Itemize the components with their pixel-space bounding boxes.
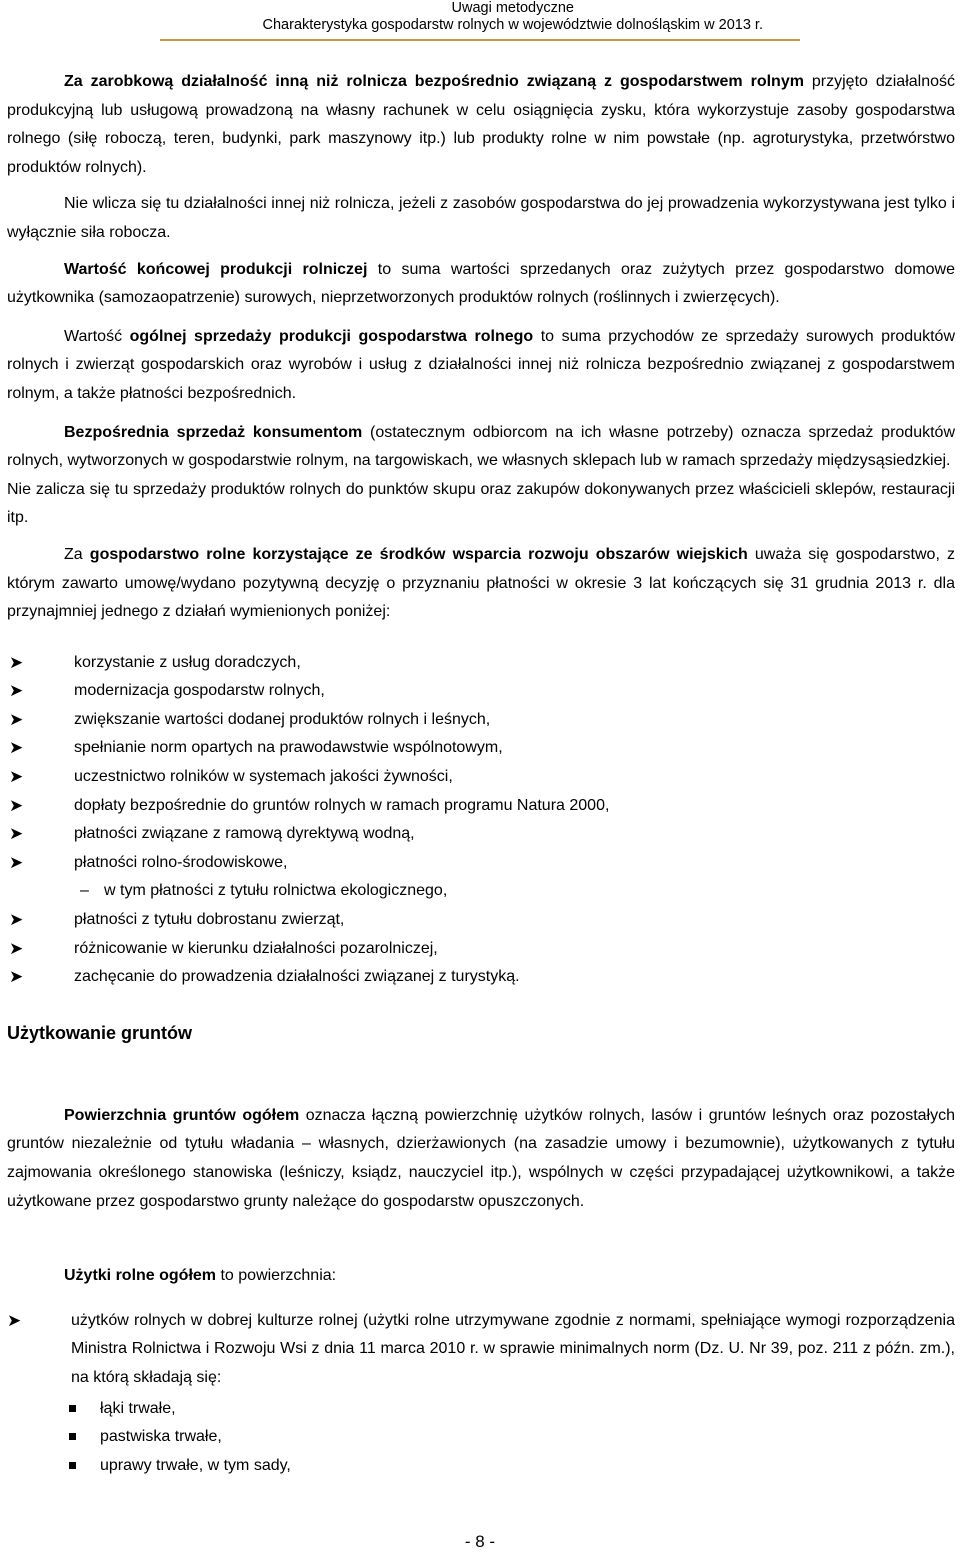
arrow-bullet-icon: ➤ <box>9 967 24 987</box>
support-measures-list <box>7 649 955 992</box>
header-rule <box>160 39 800 41</box>
list-item: ➤ dopłaty bezpośrednie do gruntów rolnych w ramach programu Natura 2000, <box>7 792 955 821</box>
list-item: ➤ płatności związane z ramową dyrektywą wodną, <box>7 820 955 849</box>
page-header <box>163 0 763 34</box>
paragraph-total-sales: Wartość ogólnej sprzedaży produkcji gospodarstwa rolnego to suma przychodów ze sprzedaży surowych produktów rolnych i zwierząt gospodarskich oraz wyrobów i usług z działalności innej niż rolnicza bezpośrednio związanej z gospodarstwem rolnym, a także płatności bezpośrednich. <box>7 327 955 402</box>
list-item: ➤ płatności z tytułu dobrostanu zwierząt, <box>7 906 955 935</box>
section-heading-land-use: Użytkowanie gruntów <box>7 1022 193 1043</box>
arrow-bullet-icon: ➤ <box>9 938 24 958</box>
square-bullet-icon <box>69 1462 76 1469</box>
list-item: ➤ uczestnictwo rolników w systemach jakości żywności, <box>7 763 955 792</box>
arrow-bullet-icon: ➤ <box>9 767 24 787</box>
document-body <box>7 68 955 1480</box>
page-number: - 8 - <box>464 1532 496 1551</box>
list-item: ➤ zachęcanie do prowadzenia działalności związanej z turystyką. <box>7 963 955 992</box>
arrow-bullet-icon: ➤ <box>9 738 24 758</box>
paragraph-total-land: Powierzchnia gruntów ogółem oznacza łączną powierzchnię użytków rolnych, lasów i gruntów leśnych oraz pozostałych gruntów niezależnie od tytułu władania – własnych, dzierżawionych (na zasadzie umowy i bezumownie), użytkowanych z tytułu zajmowania określonego stanowiska (leśniczy, ksiądz, nauczyciel itp.), wspólnych w części przypadającej użytkownikowi, a także użytkowane przez gospodarstwo grunty należące do gospodarstw opuszczonych. <box>7 1106 955 1210</box>
paragraph-exclusion: Nie wlicza się tu działalności innej niż rolnicza, jeżeli z zasobów gospodarstwa do jej prowadzenia wykorzystywana jest tylko i wyłącznie siła robocza. <box>7 195 955 241</box>
header-publication-title: Charakterystyka gospodarstw rolnych w województwie dolnośląskim w 2013 r. <box>262 17 763 33</box>
arrow-bullet-icon: ➤ <box>9 824 24 844</box>
arrow-bullet-icon: ➤ <box>9 795 24 815</box>
list-item: ➤ modernizacja gospodarstw rolnych, <box>7 677 955 706</box>
land-types-list <box>7 1395 955 1481</box>
list-item: uprawy trwałe, w tym sady, <box>7 1452 955 1481</box>
arrow-bullet-icon: ➤ <box>9 709 24 729</box>
dash-bullet-icon: – <box>80 882 89 900</box>
list-item: ➤ zwiększanie wartości dodanej produktów rolnych i leśnych, <box>7 706 955 735</box>
square-bullet-icon <box>69 1405 76 1412</box>
square-bullet-icon <box>69 1433 76 1440</box>
arrow-bullet-icon: ➤ <box>7 1310 22 1330</box>
list-item: ➤ spełnianie norm opartych na prawodawstwie wspólnotowym, <box>7 734 955 763</box>
list-item: ➤ płatności rolno-środowiskowe, <box>7 849 955 878</box>
paragraph-rural-support: Za gospodarstwo rolne korzystające ze środków wsparcia rozwoju obszarów wiejskich uważa się gospodarstwo, z którym zawarto umowę/wydano pozytywną decyzję o przyznaniu płatności w okresie 3 lat kończących się 31 grudnia 2013 r. dla przynajmniej jednego z działań wymienionych poniżej: <box>7 545 956 621</box>
header-section-title: Uwagi metodyczne <box>451 0 574 16</box>
list-item: ➤ korzystanie z usług doradczych, <box>7 649 955 678</box>
agricultural-land-item: ➤ użytków rolnych w dobrej kulturze rolnej (użytki rolne utrzymywane zgodnie z normami, spełniające wymogi rozporządzenia Ministra Rolnictwa i Rozwoju Wsi z dnia 11 marca 2010 r. w sprawie minimalnych norm (Dz. U. Nr 39, poz. 211 z późn. zm.), na którą składają się: <box>7 1307 955 1393</box>
paragraph-definition-nonagricultural: Za zarobkową działalność inną niż rolnicza bezpośrednio związaną z gospodarstwem rolnym przyjęto działalność produkcyjną lub usługową prowadzoną na własny rachunek w celu osiągnięcia zysku, która wykorzystuje zasoby gospodarstwa rolnego (siłę roboczą, teren, budynki, park maszynowy itp.) lub produkty rolne w nim powstałe (np. agroturystyka, przetwórstwo produktów rolnych). <box>7 73 956 176</box>
arrow-bullet-icon: ➤ <box>9 852 24 872</box>
arrow-bullet-icon: ➤ <box>9 681 24 701</box>
list-sub-item: – w tym płatności z tytułu rolnictwa ekologicznego, <box>7 877 955 906</box>
list-item: pastwiska trwałe, <box>7 1423 955 1452</box>
paragraph-direct-sales-exclusion: Nie zalicza się tu sprzedaży produktów rolnych do punktów skupu oraz zakupów dokonywanych przez właścicieli sklepów, restauracji itp. <box>7 480 955 527</box>
paragraph-final-production: Wartość końcowej produkcji rolniczej to suma wartości sprzedanych oraz zużytych przez gospodarstwo domowe użytkownika (samozaopatrzenie) surowych, nieprzetworzonych produktów rolnych (roślinnych i zwierzęcych). <box>7 260 955 307</box>
arrow-bullet-icon: ➤ <box>9 910 24 930</box>
paragraph-direct-sales: Bezpośrednia sprzedaż konsumentom (ostatecznym odbiorcom na ich własne potrzeby) oznacza sprzedaż produktów rolnych, wytworzonych w gospodarstwie rolnym, na targowiskach, we własnych sklepach lub w ramach sprzedaży międzysąsiedzkiej. <box>7 423 955 470</box>
agricultural-land-heading: Użytki rolne ogółem to powierzchnia: <box>64 1267 337 1285</box>
list-item: ➤ różnicowanie w kierunku działalności pozarolniczej, <box>7 935 955 964</box>
arrow-bullet-icon: ➤ <box>9 652 24 672</box>
list-item: łąki trwałe, <box>7 1395 955 1424</box>
